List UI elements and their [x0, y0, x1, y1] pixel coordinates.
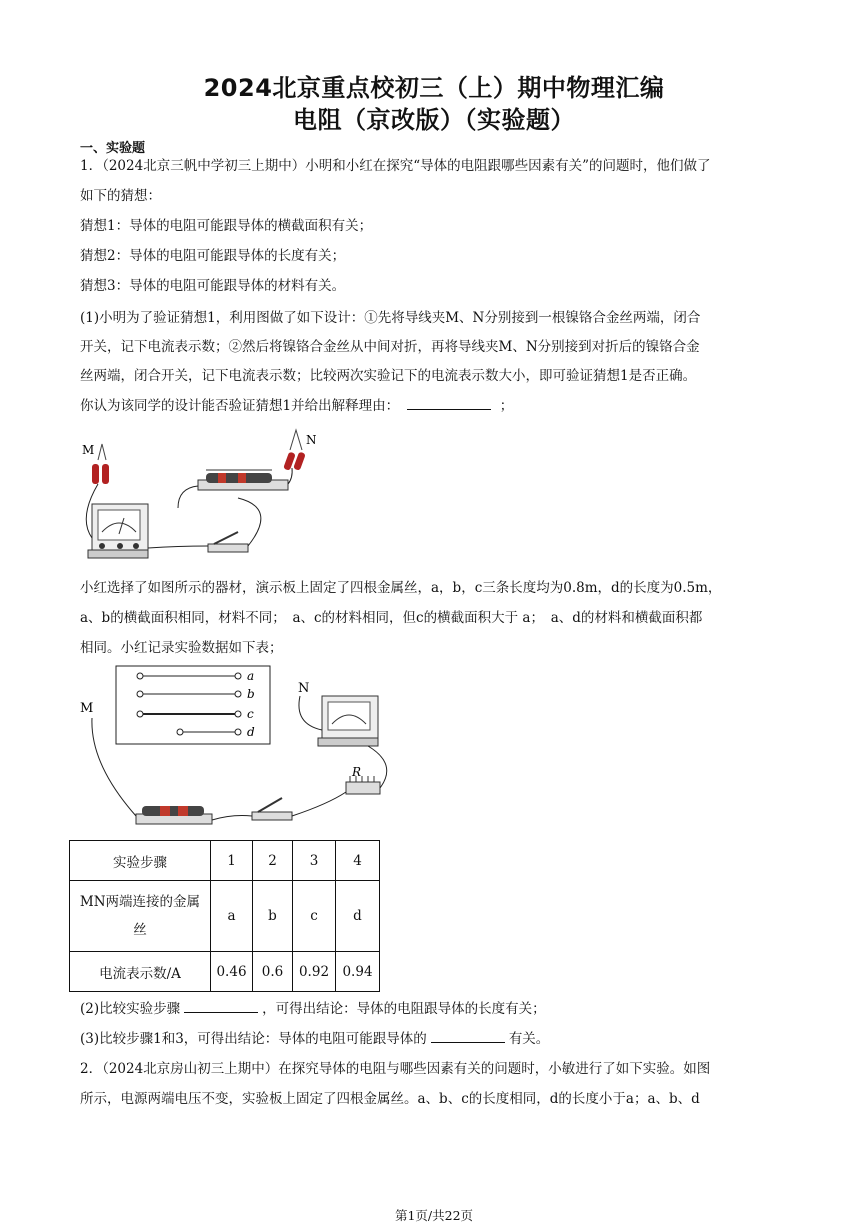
ammeter-icon — [88, 504, 148, 558]
q1-part1-line3: 丝两端，闭合开关，记下电流表示数；比较两次实验记下的电流表示数大小，即可验证猜想1是否正确。 — [80, 368, 697, 384]
q1-intro-line2: 如下的猜想： — [80, 188, 161, 204]
q1-part3-prefix: (3)比较步骤1和3，可得出结论：导体的电阻可能跟导体的 — [80, 1031, 427, 1047]
rheostat-icon — [198, 470, 288, 490]
figure-1-circuit — [78, 428, 338, 568]
answer-blank-1[interactable] — [407, 395, 491, 410]
fig2-label-m: M — [80, 701, 94, 716]
q1-desc-line1: 小红选择了如图所示的器材，演示板上固定了四根金属丝，a，b，c三条长度均为0.8m，d的长度为0.5m， — [80, 580, 722, 596]
table-cell: 1 — [211, 841, 253, 881]
wire-label-b: b — [247, 687, 255, 701]
section-title: 一、实验题 — [80, 141, 146, 156]
table-cell: 3 — [293, 841, 336, 881]
page-title-line1: 2024北京重点校初三（上）期中物理汇编 — [203, 74, 665, 102]
q2-line1: 2．（2024北京房山初三上期中）在探究导体的电阻与哪些因素有关的问题时，小敏进行了如下实验。如图 — [80, 1061, 711, 1077]
q1-part1-line1: (1)小明为了验证猜想1，利用图做了如下设计：①先将导线夹M、N分别接到一根镍铬合金丝两端，闭合 — [80, 310, 701, 326]
data-table — [69, 840, 380, 992]
table-cell: 4 — [336, 841, 380, 881]
q1-guess3: 猜想3：导体的电阻可能跟导体的材料有关。 — [80, 278, 346, 294]
answer-blank-2[interactable] — [184, 998, 258, 1013]
wire-label-c: c — [247, 707, 254, 721]
wire-label-d: d — [247, 725, 255, 739]
q1-part1-line4 — [80, 394, 513, 414]
table-row — [70, 841, 380, 881]
clamp-m-icon — [92, 444, 109, 484]
table-row — [70, 952, 380, 992]
switch-icon — [208, 532, 248, 552]
rheostat-icon — [136, 806, 212, 824]
fig1-label-n: N — [306, 433, 317, 447]
q1-part2-prefix: (2)比较实验步骤 — [80, 1001, 181, 1017]
table-header-step: 实验步骤 — [70, 841, 211, 881]
table-header-current: 电流表示数/A — [70, 952, 211, 992]
table-cell: d — [336, 881, 380, 952]
table-cell: 0.6 — [253, 952, 293, 992]
table-cell: 0.92 — [293, 952, 336, 992]
table-cell: b — [253, 881, 293, 952]
q1-desc-line3: 相同。小红记录实验数据如下表； — [80, 640, 283, 656]
ammeter-icon — [318, 696, 378, 746]
wire-label-a: a — [247, 669, 255, 683]
q1-part2 — [80, 997, 546, 1017]
clamp-n-icon — [283, 430, 306, 471]
q1-part3-suffix: 有关。 — [508, 1031, 550, 1047]
table-cell: 0.46 — [211, 952, 253, 992]
table-cell: 2 — [253, 841, 293, 881]
table-header-wire: MN两端连接的金属丝 — [70, 881, 211, 952]
q1-part3 — [80, 1027, 549, 1047]
figure-2-circuit — [78, 664, 418, 834]
table-cell: a — [211, 881, 253, 952]
page-title-line2: 电阻（京改版）（实验题） — [293, 106, 575, 134]
q1-intro-line1: 1．（2024北京三帆中学初三上期中）小明和小红在探究“导体的电阻跟哪些因素有关”的问题时，他们做了 — [80, 158, 711, 174]
table-cell: 0.94 — [336, 952, 380, 992]
q1-desc-line2: a、b的横截面积相同，材料不同； a、c的材料相同，但c的横截面积大于 a； a、d的材料和横截面积都 — [80, 610, 703, 626]
table-row — [70, 881, 380, 952]
q1-guess2: 猜想2：导体的电阻可能跟导体的长度有关； — [80, 248, 346, 264]
q1-guess1: 猜想1：导体的电阻可能跟导体的横截面积有关； — [80, 218, 373, 234]
fig2-label-r: R — [352, 765, 362, 779]
answer-blank-3[interactable] — [431, 1028, 505, 1043]
q1-part1-end: ； — [499, 398, 514, 414]
switch-icon — [252, 798, 292, 820]
q2-line2: 所示，电源两端电压不变，实验板上固定了四根金属丝。a、b、c的长度相同，d的长度小于a；a、b、d — [80, 1091, 700, 1107]
fig1-label-m: M — [82, 443, 95, 457]
table-cell: c — [293, 881, 336, 952]
q1-part1-line2: 开关，记下电流表示数；②然后将镍铬合金丝从中间对折，再将导线夹M、N分别接到对折后的镍铬合金 — [80, 339, 700, 355]
fig2-label-n: N — [298, 681, 310, 696]
q1-part1-question: 你认为该同学的设计能否验证猜想1并给出解释理由： — [80, 398, 400, 414]
q1-part2-suffix: ，可得出结论：导体的电阻跟导体的长度有关； — [262, 1001, 546, 1017]
page-footer: 第1页/共22页 — [394, 1208, 474, 1223]
